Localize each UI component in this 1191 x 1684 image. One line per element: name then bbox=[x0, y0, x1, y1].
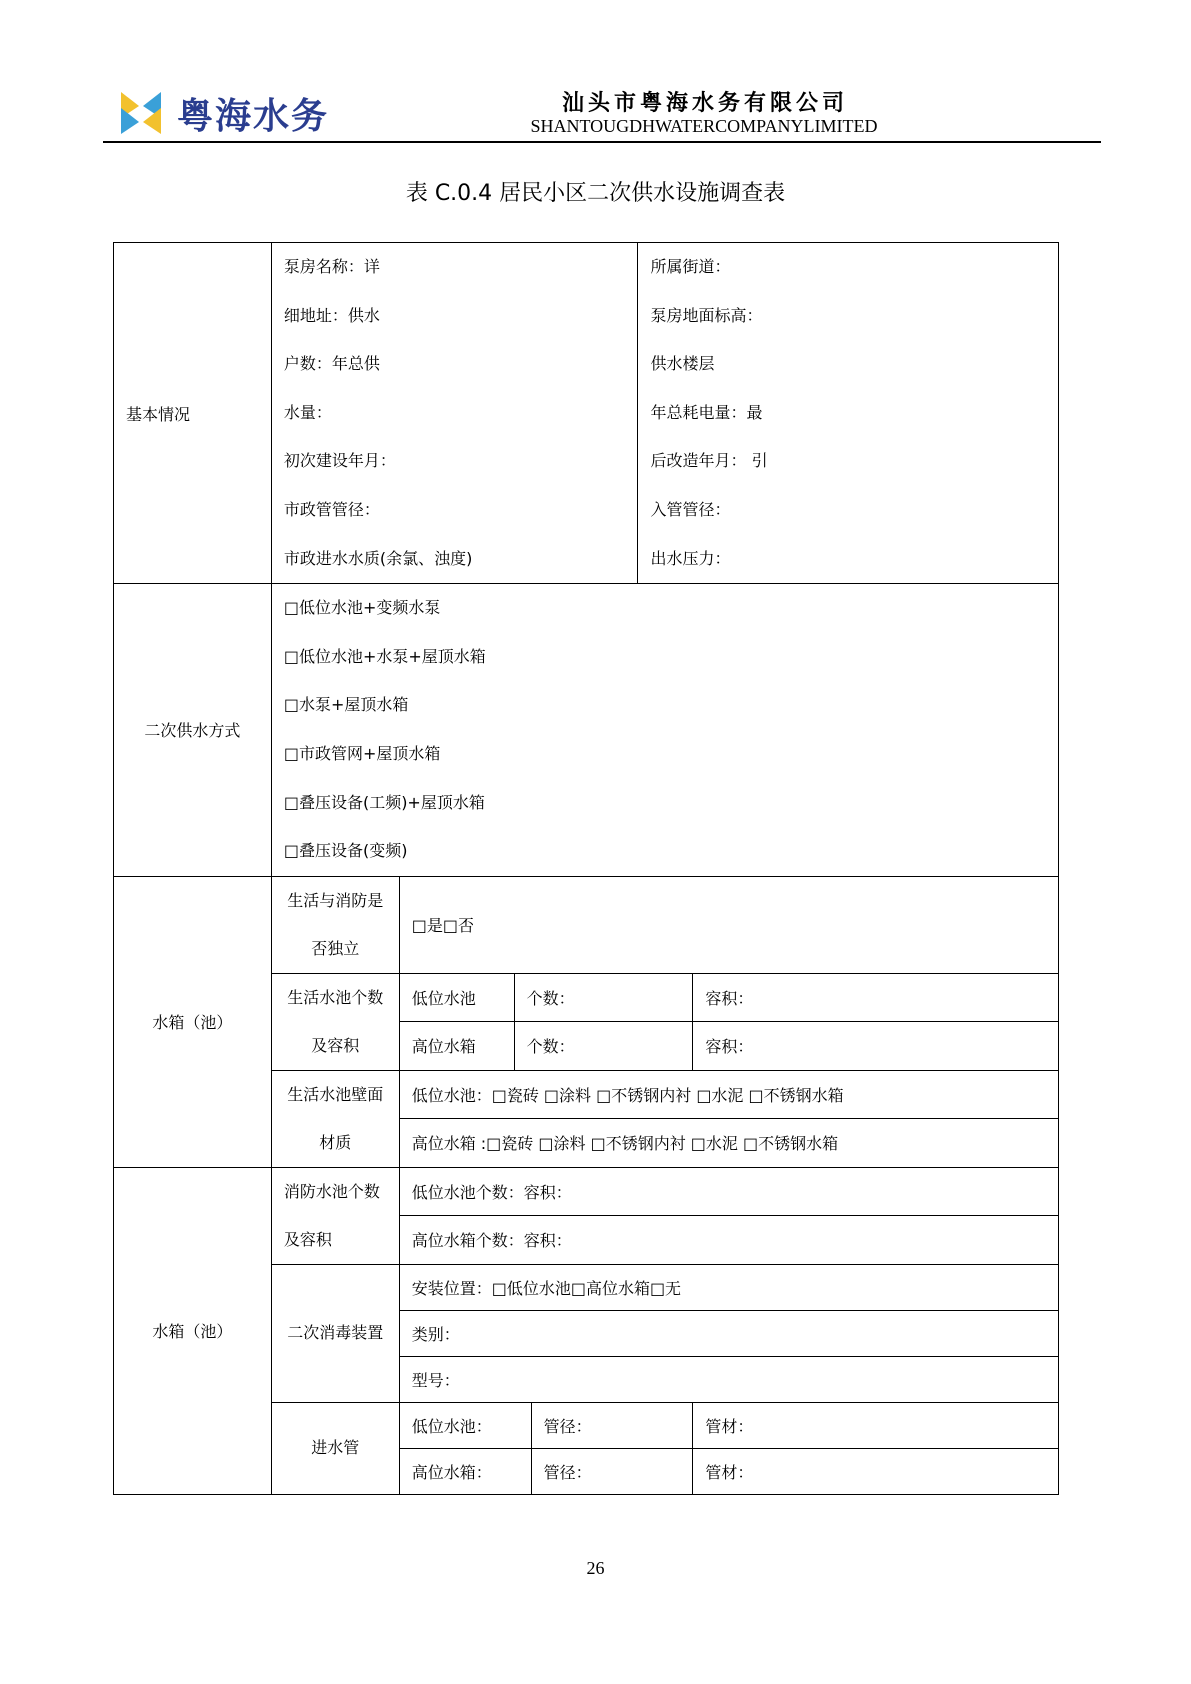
disinfect-value[interactable]: 类别： bbox=[399, 1310, 1058, 1356]
basic-left-line: 泵房名称：详 bbox=[283, 257, 380, 276]
basic-info-label: 基本情况 bbox=[114, 243, 272, 584]
inlet-type: 高位水箱： bbox=[399, 1448, 531, 1494]
basic-left-line: 水量： bbox=[283, 402, 332, 422]
basic-right-line: 年总耗电量：最 bbox=[650, 402, 763, 422]
page-number: 26 bbox=[586, 1558, 605, 1578]
survey-table bbox=[113, 242, 1059, 1495]
basic-info-row bbox=[114, 243, 1059, 584]
tank-section-label: 水箱（池） bbox=[114, 1167, 272, 1494]
count-volume[interactable]: 容积： bbox=[693, 973, 1059, 1022]
fire-pool-value[interactable]: 低位水池个数：容积： bbox=[399, 1167, 1058, 1216]
material-options[interactable]: 高位水箱 :□瓷砖 □涂料 □不锈钢内衬 □水泥 □不锈钢水箱 bbox=[399, 1119, 1058, 1168]
count-volume[interactable]: 容积： bbox=[693, 1022, 1059, 1071]
basic-left-line: 市政管管径： bbox=[283, 499, 380, 519]
supply-mode-option[interactable]: □叠压设备(工频)+屋顶水箱 bbox=[283, 792, 485, 812]
basic-right-line: 供水楼层 bbox=[650, 354, 715, 374]
supply-mode-label: 二次供水方式 bbox=[114, 584, 272, 877]
basic-right-line: 入管管径： bbox=[650, 499, 731, 519]
inlet-material[interactable]: 管材： bbox=[693, 1448, 1059, 1494]
supply-mode-option[interactable]: □低位水池+变频水泵 bbox=[283, 598, 441, 618]
basic-right-line: 所属街道： bbox=[650, 257, 731, 276]
document-title: 表 C.0.4 居民小区二次供水设施调查表 bbox=[405, 181, 786, 206]
material-options[interactable]: 低位水池：□瓷砖 □涂料 □不锈钢内衬 □水泥 □不锈钢水箱 bbox=[399, 1070, 1058, 1119]
supply-mode-option[interactable]: □叠压设备(变频) bbox=[283, 841, 408, 861]
tank-independent-row bbox=[114, 876, 1059, 973]
basic-left-line: 细地址：供水 bbox=[283, 305, 380, 325]
basic-right-line: 泵房地面标高： bbox=[650, 305, 763, 325]
basic-right-line: 出水压力： bbox=[650, 548, 731, 568]
basic-left-line: 市政进水水质(余氯、浊度) bbox=[283, 548, 473, 568]
tank-section-label: 水箱（池） bbox=[114, 876, 272, 1167]
independent-label: 生活与消防是否独立 bbox=[271, 876, 399, 973]
disinfect-value[interactable]: 安装位置：□低位水池□高位水箱□无 bbox=[399, 1264, 1058, 1310]
count-number[interactable]: 个数： bbox=[514, 1022, 693, 1071]
disinfect-value[interactable]: 型号： bbox=[399, 1356, 1058, 1402]
material-label: 生活水池壁面材质 bbox=[271, 1070, 399, 1167]
page-header bbox=[103, 82, 1103, 142]
inlet-diameter[interactable]: 管径： bbox=[531, 1448, 693, 1494]
basic-right-line: 后改造年月： 引 bbox=[650, 451, 768, 471]
header-divider bbox=[103, 141, 1101, 143]
company-name-en: SHANTOUGDHWATERCOMPANYLIMITED bbox=[530, 116, 878, 136]
logo-mark-icon bbox=[117, 88, 165, 138]
supply-mode-options-cell bbox=[271, 584, 1058, 877]
count-type: 高位水箱 bbox=[399, 1022, 514, 1071]
supply-mode-option[interactable]: □市政管网+屋顶水箱 bbox=[283, 743, 441, 763]
logo-text: 粤海水务 bbox=[177, 95, 330, 137]
inlet-type: 低位水池： bbox=[399, 1402, 531, 1448]
independent-value[interactable]: □是□否 bbox=[399, 876, 1058, 973]
count-number[interactable]: 个数： bbox=[514, 973, 693, 1022]
inlet-pipe-label: 进水管 bbox=[271, 1402, 399, 1494]
inlet-diameter[interactable]: 管径： bbox=[531, 1402, 693, 1448]
disinfect-label: 二次消毒装置 bbox=[271, 1264, 399, 1402]
count-label: 生活水池个数及容积 bbox=[271, 973, 399, 1070]
company-logo bbox=[117, 88, 447, 140]
supply-mode-option[interactable]: □水泵+屋顶水箱 bbox=[283, 695, 409, 715]
company-name-cn: 汕头市粤海水务有限公司 bbox=[561, 91, 848, 116]
fire-pool-label: 消防水池个数及容积 bbox=[271, 1167, 399, 1264]
count-type: 低位水池 bbox=[399, 973, 514, 1022]
basic-left-line: 户数：年总供 bbox=[283, 354, 380, 374]
fire-pool-value[interactable]: 高位水箱个数：容积： bbox=[399, 1216, 1058, 1265]
fire-pool-row bbox=[114, 1167, 1059, 1216]
inlet-material[interactable]: 管材： bbox=[693, 1402, 1059, 1448]
supply-mode-option[interactable]: □低位水池+水泵+屋顶水箱 bbox=[283, 646, 486, 666]
supply-mode-row bbox=[114, 584, 1059, 877]
basic-info-left-cell bbox=[271, 243, 638, 584]
basic-info-right-cell bbox=[638, 243, 1059, 584]
basic-left-line: 初次建设年月： bbox=[283, 451, 396, 471]
